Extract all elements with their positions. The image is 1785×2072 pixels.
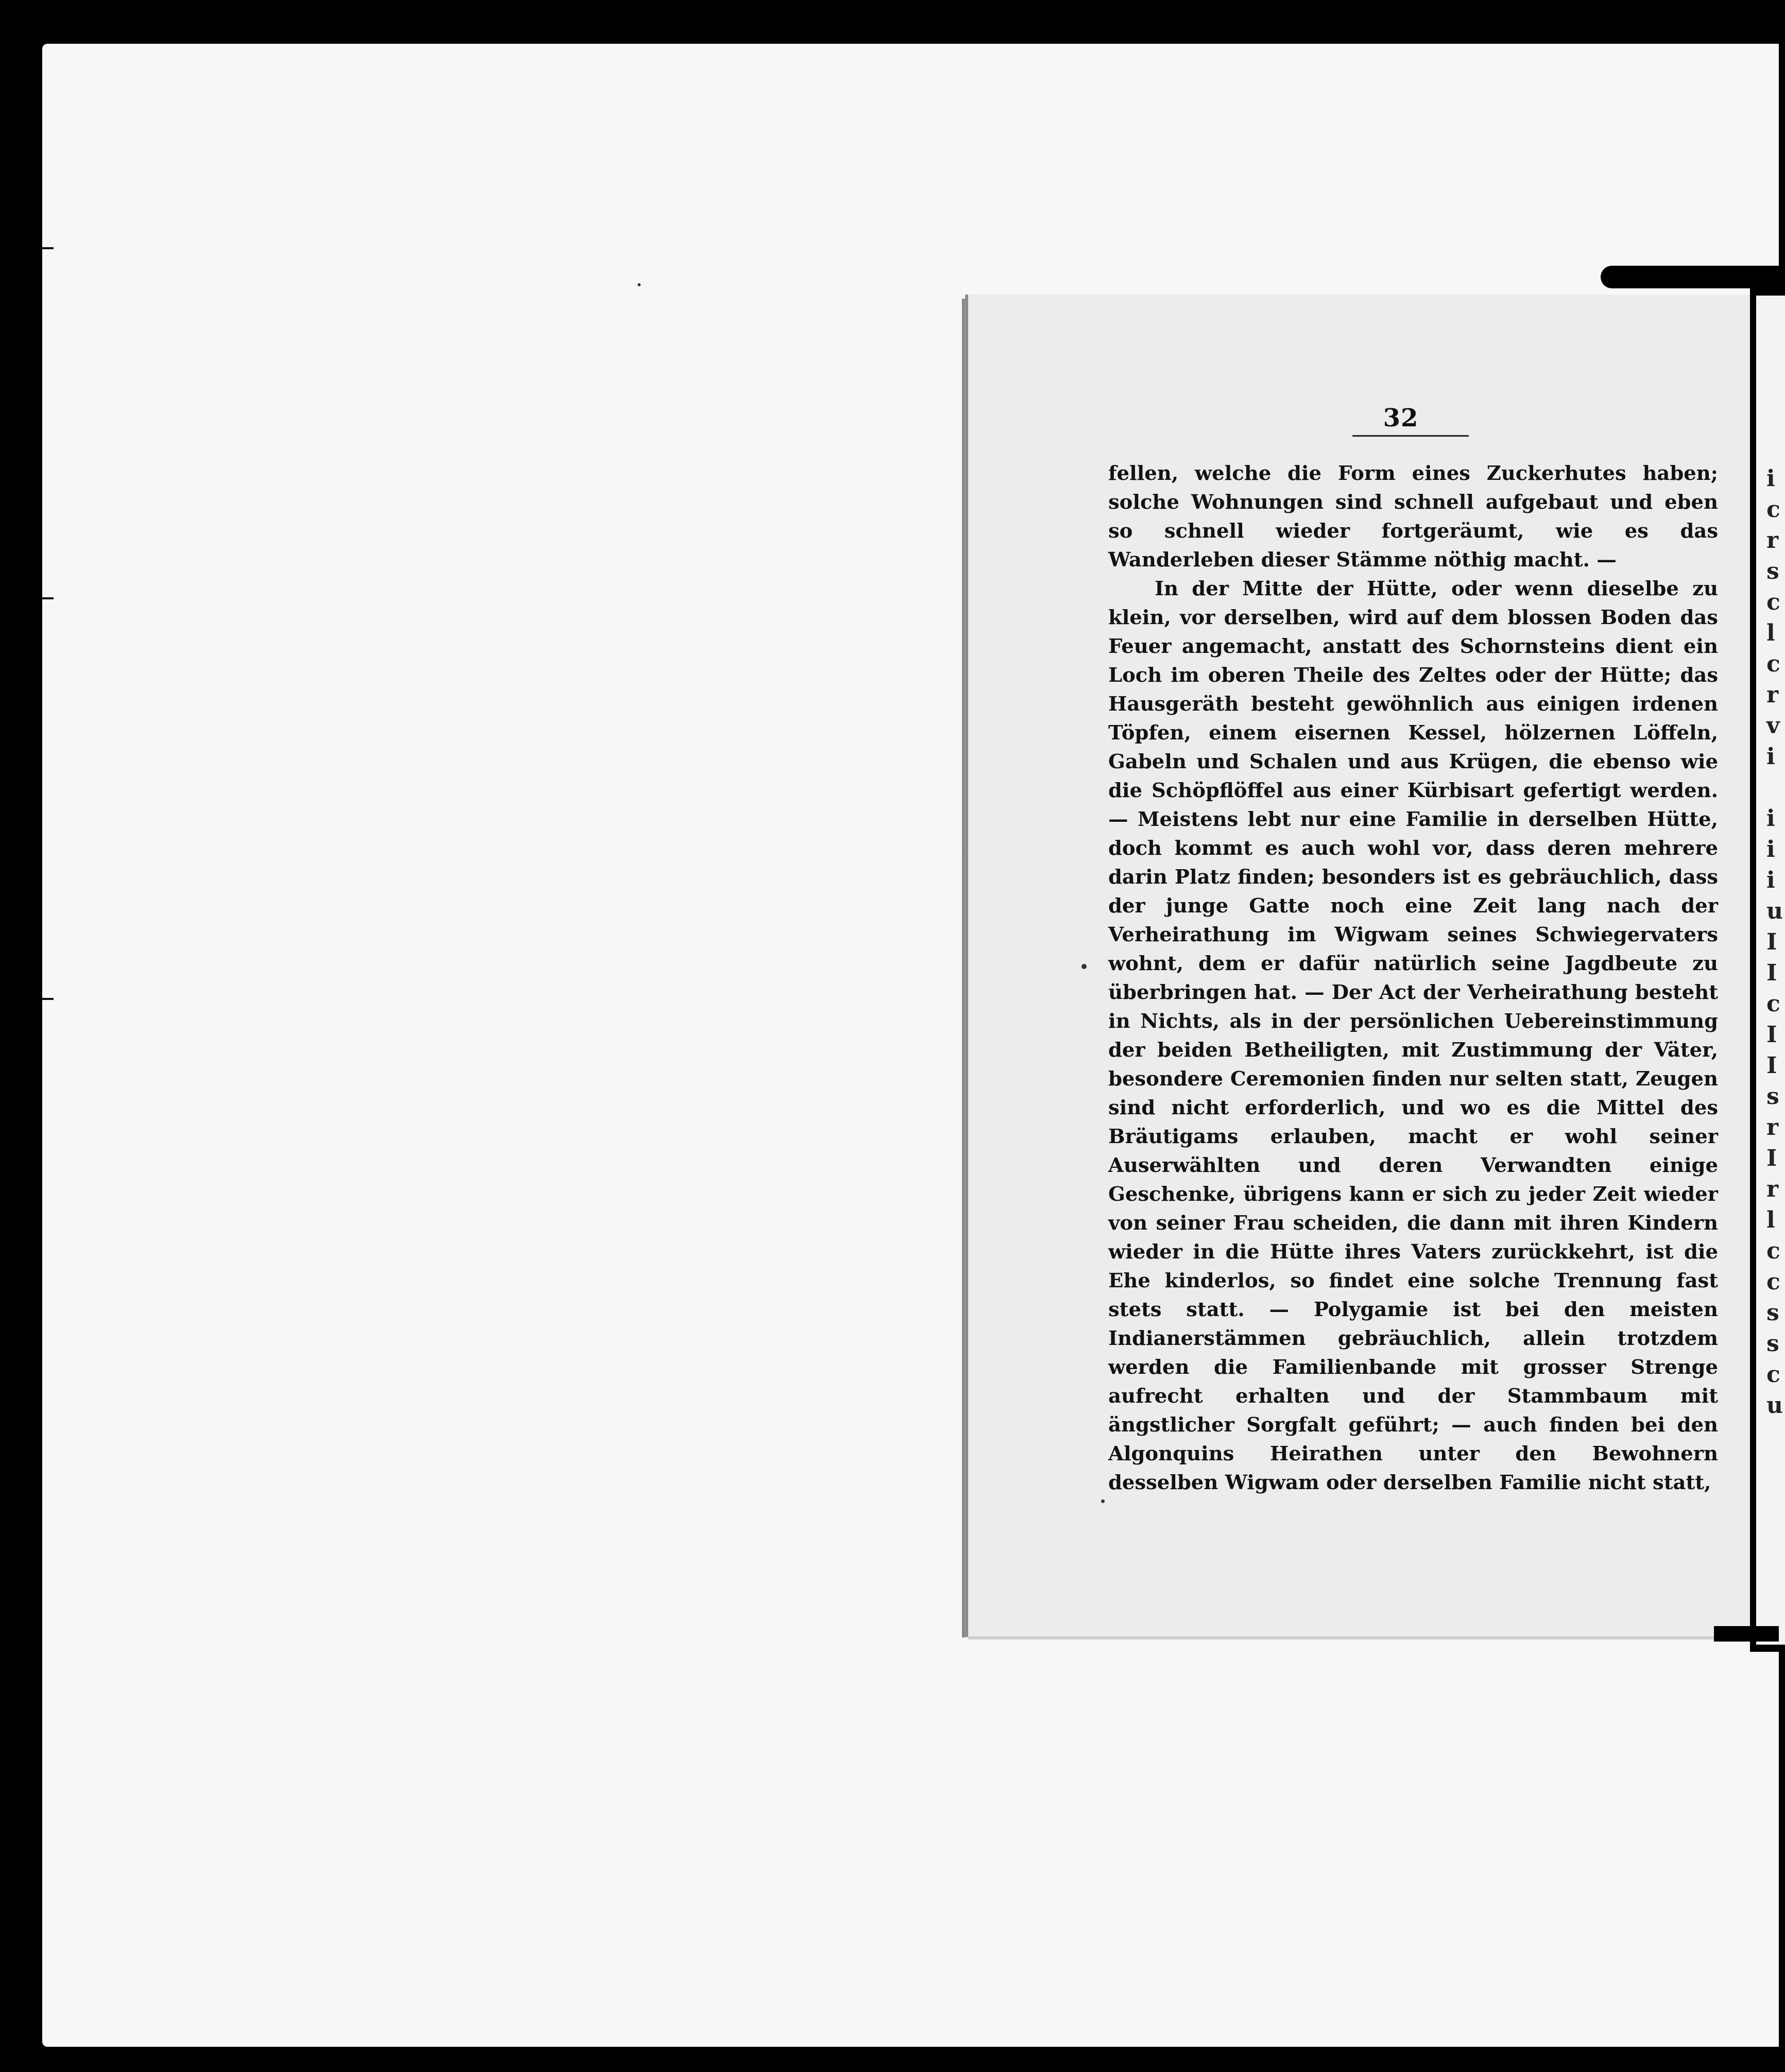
film-bottom-border xyxy=(0,2047,1779,2072)
next-page-top-shadow xyxy=(1601,266,1779,288)
dust-speck xyxy=(1101,1499,1105,1503)
paragraph: In der Mitte der Hütte, oder wenn dieselbe zu klein, vor derselben, wird auf dem blossen Boden das Feuer angemacht, anstatt des Schornsteins dient ein Loch im oberen Theile des Zeltes oder der Hütte; das Hausgeräth besteht gewöhnlich aus einigen irdenen Töpfen, einem eisernen Kessel, hölzernen Löffeln, Gabeln und Schalen und aus Krügen, die ebenso wie die Schöpflöffel aus einer Kürbisart gefertigt werden. — Meistens lebt nur eine Familie in derselben Hütte, doch kommt es auch wohl vor, dass deren mehrere darin Platz finden; besonders ist es gebräuchlich, dass der junge Gatte noch eine Zeit lang nach der Verheirathung im Wigwam seines Schwiegervaters wohnt, dem er dafür natürlich seine Jagdbeute zu überbringen hat. — Der Act der Verheirathung besteht in Nichts, als in der persönlichen Uebereinstimmung der beiden Betheiligten, mit Zustimmung der Väter, besondere Ceremonien finden nur selten statt, Zeugen sind nicht erforderlich, und wo es die Mittel des Bräutigams erlauben, macht er wohl seiner Auserwählten und deren Verwandten einige Geschenke, übrigens kann er sich zu jeder Zeit wieder von seiner Frau scheiden, die dann mit ihren Kindern wieder in die Hütte ihres Vaters zurückkehrt, ist die Ehe kinderlos, so findet eine solche Trennung fast stets statt. — Polygamie ist bei den meisten Indianerstämmen gebräuchlich, allein trotzdem werden die Familienbande mit grosser Strenge aufrecht erhalten und der Stammbaum mit ängstlicher Sorgfalt geführt; — auch finden bei den Algonquins Heirathen unter den Bewohnern desselben Wigwam oder derselben Familie nicht statt, xyxy=(1108,577,1718,1494)
dust-speck xyxy=(1082,964,1087,969)
page-number: 32 xyxy=(1383,404,1419,433)
paragraph: fellen, welche die Form eines Zuckerhutes haben; solche Wohnungen sind schnell aufgebaut und eben so schnell wieder fortgeräumt, wie es das Wanderleben dieser Stämme nöthig macht. — xyxy=(1108,462,1718,572)
film-edge-mark xyxy=(42,247,54,249)
film-edge-mark xyxy=(42,998,54,1000)
film-edge-mark xyxy=(42,597,54,599)
next-page-bottom-shadow xyxy=(1714,1626,1779,1642)
film-top-border xyxy=(0,0,1779,44)
page-number-rule xyxy=(1352,435,1469,437)
next-page-edge-letters: i c r s c l c r v i i i i u I I c I I s r I r l c c s s c u xyxy=(1766,465,1783,1419)
page-body-text xyxy=(1108,459,1718,1497)
dust-speck xyxy=(638,283,641,286)
